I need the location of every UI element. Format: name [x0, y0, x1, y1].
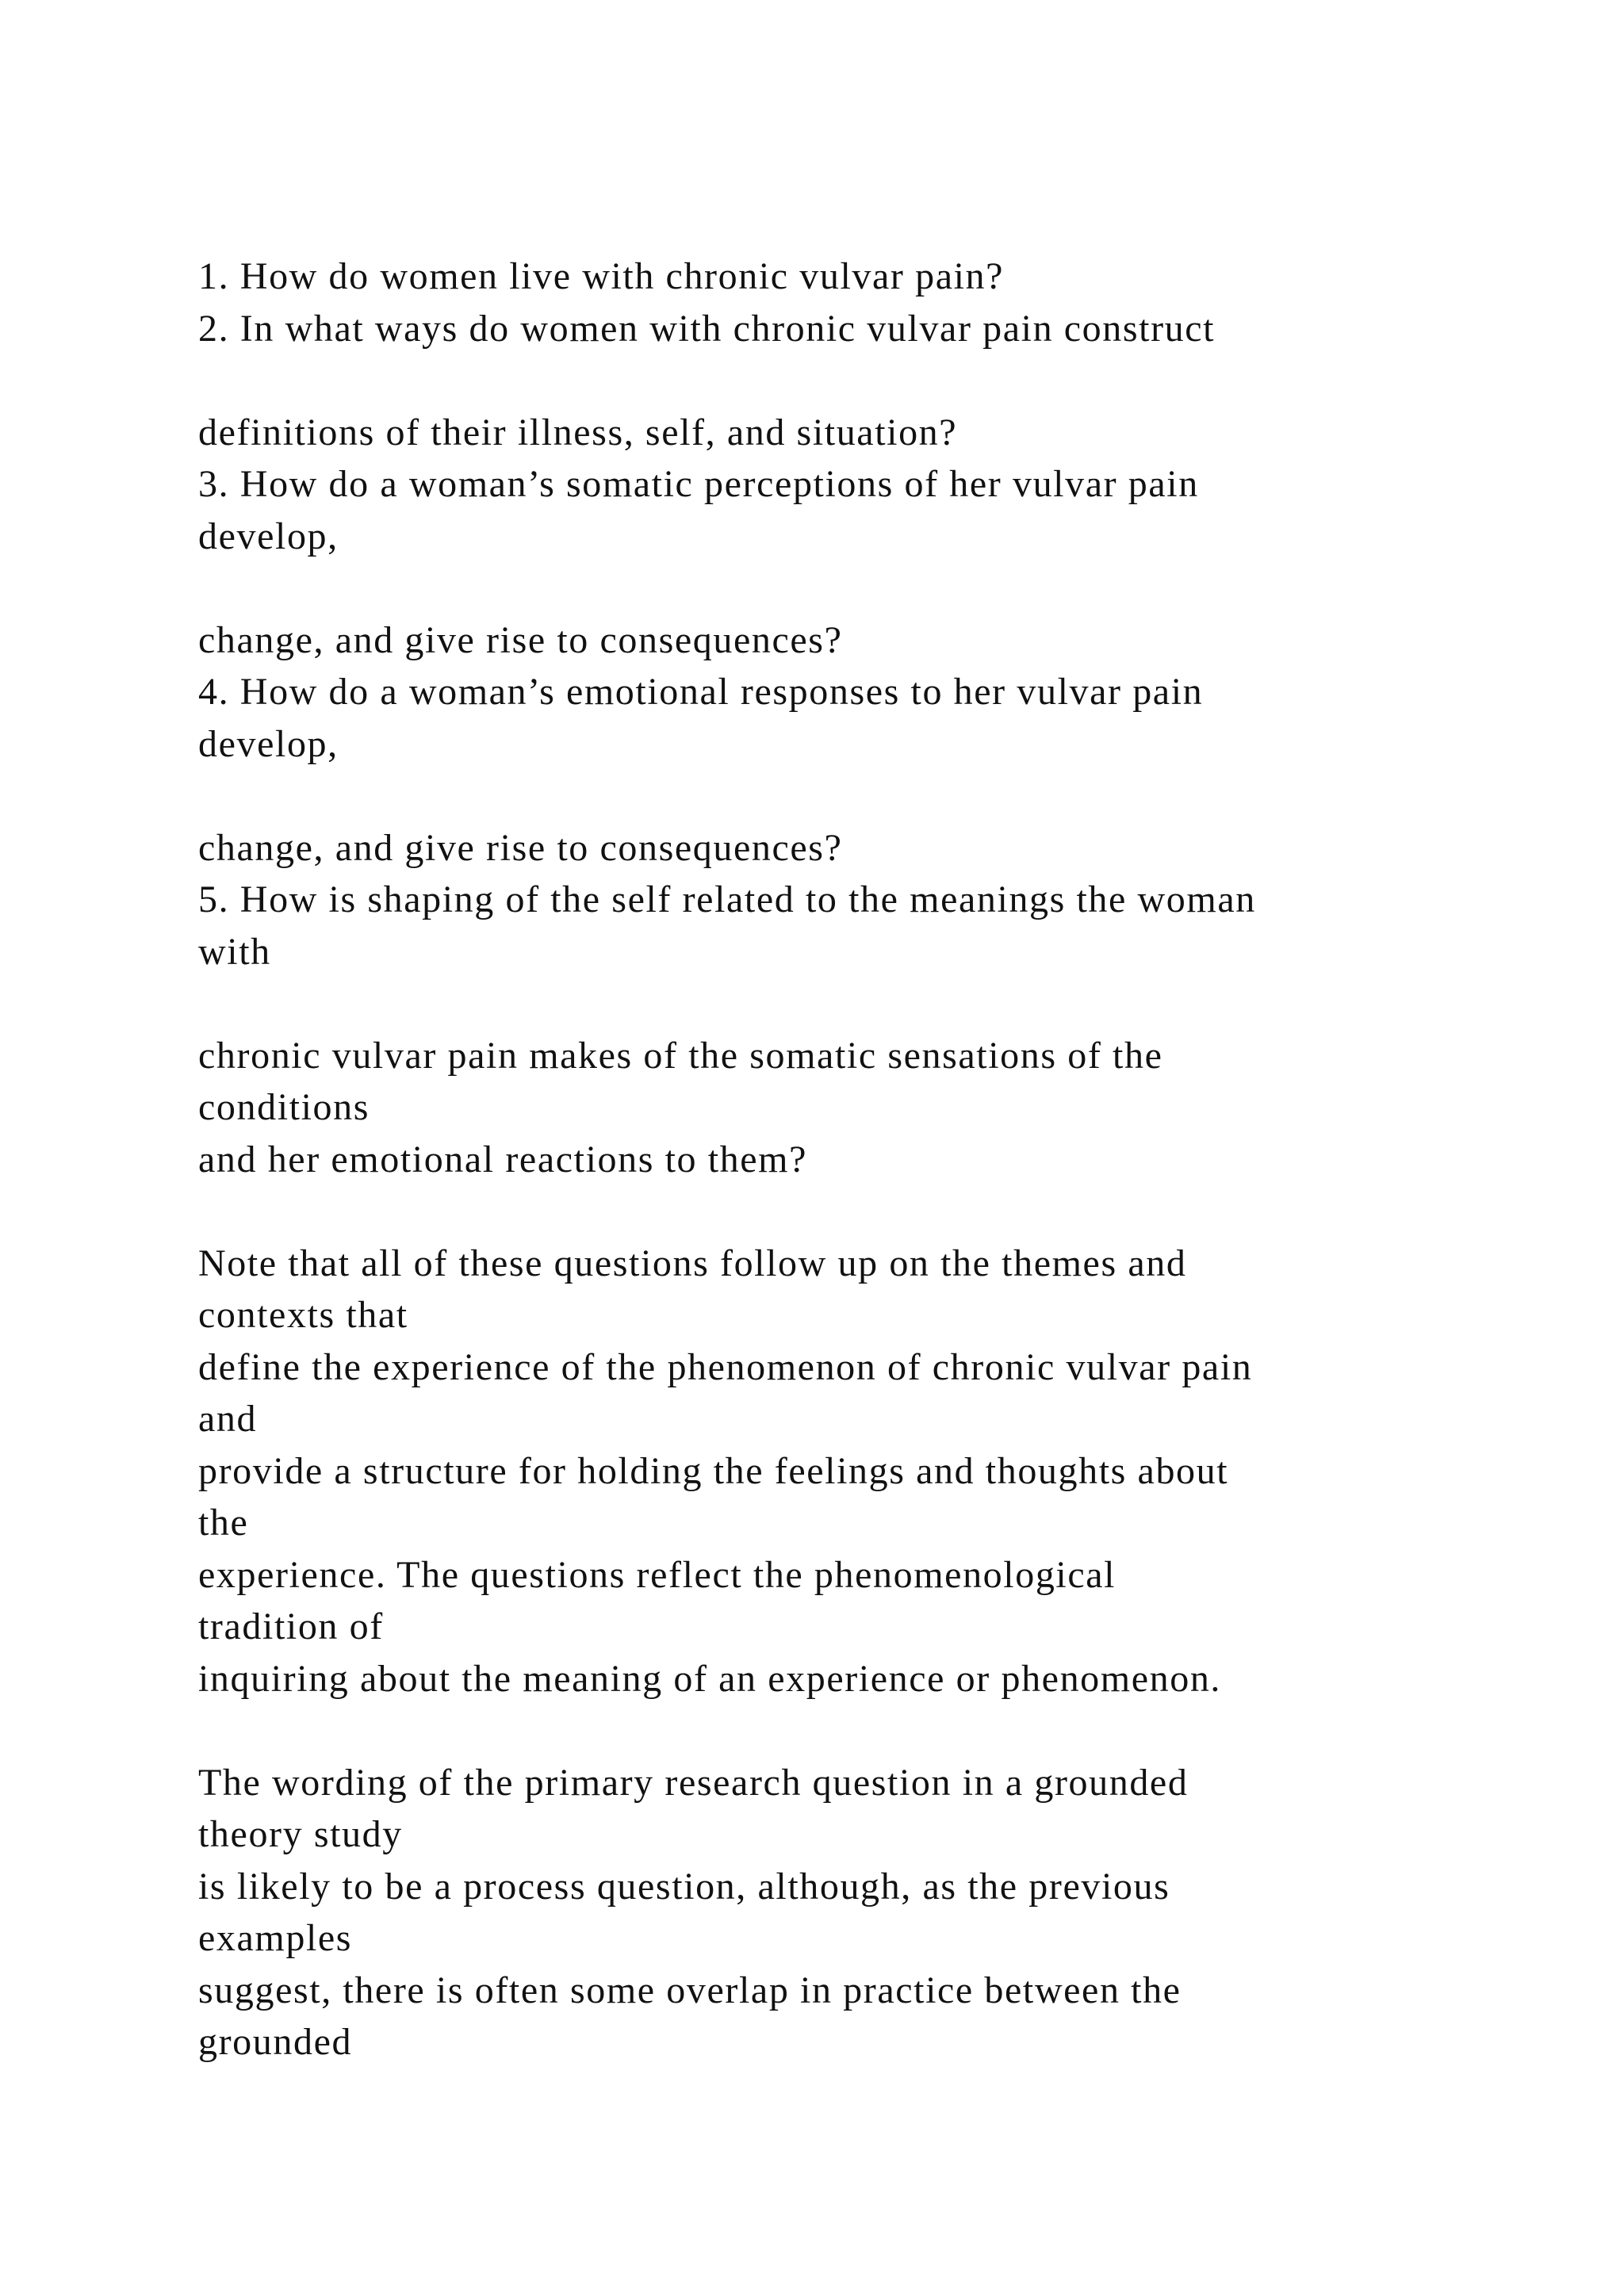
text-line: 5. How is shaping of the self related to the meanings the woman: [198, 878, 1256, 920]
text-line: inquiring about the meaning of an experience or phenomenon.: [198, 1657, 1222, 1700]
blank-line: [198, 562, 1594, 614]
text-line: develop,: [198, 722, 339, 765]
text-line: 3. How do a woman’s somatic perceptions of her vulvar pain: [198, 463, 1199, 505]
text-line: and her emotional reactions to them?: [198, 1138, 808, 1181]
text-line: develop,: [198, 515, 339, 557]
text-line: examples: [198, 1917, 353, 1959]
text-line: the: [198, 1502, 249, 1544]
text-line: theory study: [198, 1813, 403, 1855]
text-line: conditions: [198, 1086, 370, 1128]
blank-line: [198, 1705, 1594, 1757]
text-line: define the experience of the phenomenon of chronic vulvar pain: [198, 1345, 1253, 1388]
text-line: suggest, there is often some overlap in practice between the: [198, 1969, 1182, 2011]
text-line: and: [198, 1398, 258, 1440]
text-line: definitions of their illness, self, and situation?: [198, 411, 958, 453]
text-line: 1. How do women live with chronic vulvar pain?: [198, 255, 1005, 297]
blank-line: [198, 354, 1594, 407]
blank-line: [198, 770, 1594, 822]
text-line: change, and give rise to consequences?: [198, 618, 843, 661]
text-line: 4. How do a woman’s emotional responses to her vulvar pain: [198, 671, 1204, 713]
text-line: 2. In what ways do women with chronic vulvar pain construct: [198, 307, 1216, 350]
text-line: with: [198, 930, 271, 973]
document-text: [198, 251, 1594, 2068]
text-line: The wording of the primary research question in a grounded: [198, 1761, 1189, 1804]
blank-line: [198, 1185, 1594, 1238]
blank-line: [198, 978, 1594, 1030]
text-line: contexts that: [198, 1294, 408, 1336]
text-line: change, and give rise to consequences?: [198, 826, 843, 869]
text-line: tradition of: [198, 1605, 384, 1647]
text-line: Note that all of these questions follow up on the themes and: [198, 1242, 1187, 1284]
text-line: is likely to be a process question, although, as the previous: [198, 1865, 1170, 1908]
text-line: chronic vulvar pain makes of the somatic sensations of the: [198, 1034, 1163, 1077]
text-line: experience. The questions reflect the phenomenological: [198, 1553, 1116, 1596]
text-line: provide a structure for holding the feelings and thoughts about: [198, 1449, 1229, 1492]
text-line: grounded: [198, 2021, 353, 2063]
